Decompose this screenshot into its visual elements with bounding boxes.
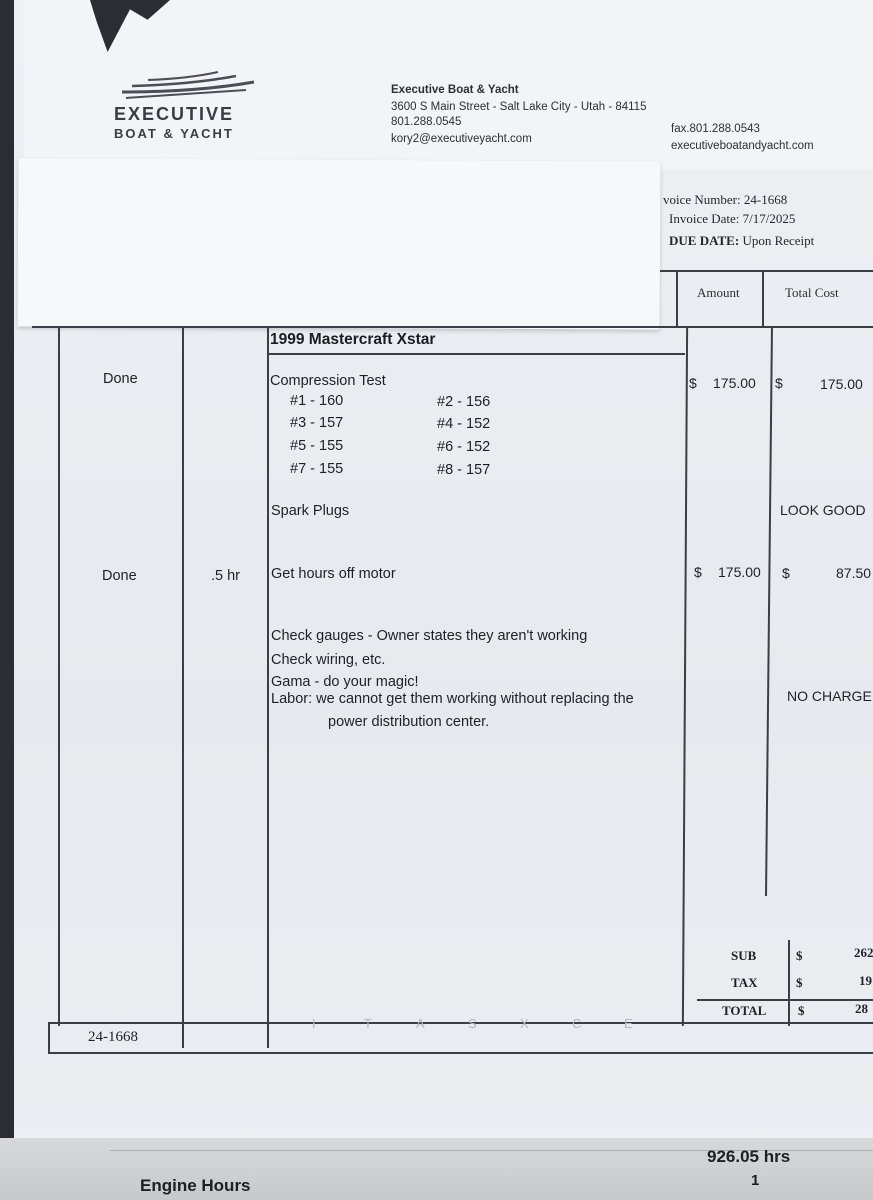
faded-letter: A (416, 1016, 425, 1031)
footer-left-border (48, 1022, 50, 1054)
company-fax: fax.801.288.0543 (671, 123, 760, 135)
row1-total: 175.00 (820, 376, 863, 392)
row2-status: Done (102, 568, 137, 584)
table-header-border (32, 326, 873, 328)
compression-cyl-8: #8 - 157 (437, 462, 491, 478)
faded-watermark-letters (312, 1015, 676, 1033)
faded-letter: E (624, 1016, 633, 1031)
faded-letter: X (520, 1016, 529, 1031)
faded-letter: I (312, 1016, 316, 1031)
compression-cyl-1: #1 - 160 (290, 393, 344, 409)
total-cost-column-header: Total Cost (785, 285, 839, 300)
spark-plugs-item: Spark Plugs (271, 503, 350, 519)
total-label: TOTAL (722, 1003, 767, 1018)
row2-amount-dollar: $ (694, 564, 702, 580)
compression-cyl-6: #6 - 152 (437, 439, 491, 455)
company-email: kory2@executiveyacht.com (391, 133, 532, 145)
row2-amount: 175.00 (718, 564, 761, 580)
row1-description: Compression Test (270, 373, 386, 389)
invoice-number (663, 192, 787, 208)
row2-hours: .5 hr (211, 568, 241, 584)
invoice-date-value: 7/17/2025 (742, 211, 796, 226)
vessel-name: 1999 Mastercraft Xstar (270, 331, 436, 348)
status-col-line (58, 326, 60, 1026)
invoice-number-label: voice Number: (663, 192, 741, 207)
desc-col-line (267, 326, 269, 1048)
faded-letter: C (572, 1016, 582, 1031)
company-phone: 801.288.0545 (391, 116, 462, 128)
company-address: 3600 S Main Street - Salt Lake City - Utah - 84115 (391, 101, 647, 113)
engine-hours-value: 926.05 hrs (707, 1147, 791, 1166)
covering-paper (18, 158, 661, 329)
due-date-label: DUE DATE: (669, 233, 740, 248)
company-name: Executive Boat & Yacht (391, 84, 519, 96)
spark-plugs-result: LOOK GOOD (780, 502, 866, 518)
invoice-number-value: 24-1668 (743, 192, 788, 207)
totals-col-line (788, 940, 790, 1026)
compression-cyl-7: #7 - 155 (290, 461, 344, 477)
logo-wordmark: EXECUTIVE (114, 104, 235, 124)
invoice-date-label: Invoice Date: (669, 211, 740, 226)
engine-hours-label: Engine Hours (140, 1176, 251, 1195)
boat-logo-icon (118, 70, 258, 102)
compression-cyl-5: #5 - 155 (290, 438, 344, 454)
note-check-wiring: Check wiring, etc. (271, 652, 386, 668)
invoice-due-date (669, 233, 814, 249)
row2-description: Get hours off motor (271, 566, 396, 582)
tax-value: 19 (859, 973, 872, 988)
compression-cyl-3: #3 - 157 (290, 415, 344, 431)
total-value: 28 (855, 1001, 868, 1016)
table-top-border (660, 270, 873, 272)
footer-bottom-border (48, 1052, 873, 1054)
row1-status: Done (103, 371, 138, 387)
footer-invoice-number: 24-1668 (88, 1029, 138, 1045)
total-row-border (697, 999, 873, 1001)
logo-subtitle: BOAT & YACHT (114, 126, 234, 141)
subtotal-value: 262 (854, 945, 873, 960)
amount-col-line-top (676, 270, 678, 328)
no-charge-label: NO CHARGE (787, 688, 872, 704)
subtotal-dollar: $ (796, 948, 803, 963)
row2-total: 87.50 (836, 565, 872, 581)
note-gama: Gama - do your magic! (271, 674, 419, 690)
row1-amount-dollar: $ (689, 375, 697, 391)
compression-cyl-4: #4 - 152 (437, 416, 491, 432)
amount-column-header: Amount (697, 285, 740, 300)
faded-letter: S (468, 1016, 477, 1031)
row2-total-dollar: $ (782, 565, 790, 581)
vessel-underline (267, 353, 685, 355)
row1-amount: 175.00 (713, 375, 756, 391)
compression-cyl-2: #2 - 156 (437, 394, 491, 410)
due-date-value: Upon Receipt (742, 233, 815, 248)
faded-letter: T (364, 1016, 372, 1031)
tax-label: TAX (731, 975, 758, 990)
note-labor: Labor: we cannot get them working without replacing the (271, 691, 634, 707)
total-col-line-top (762, 270, 764, 328)
total-dollar: $ (798, 1003, 805, 1018)
company-website: executiveboatandyacht.com (671, 140, 814, 152)
subtotal-label: SUB (731, 948, 757, 963)
invoice-date (669, 211, 795, 227)
hours-col-line (182, 326, 184, 1048)
tax-dollar: $ (796, 975, 803, 990)
engine-hours-count: 1 (751, 1172, 760, 1189)
row1-total-dollar: $ (775, 375, 783, 391)
note-check-gauges: Check gauges - Owner states they aren't working (271, 628, 588, 644)
note-labor-continued: power distribution center. (328, 714, 490, 730)
